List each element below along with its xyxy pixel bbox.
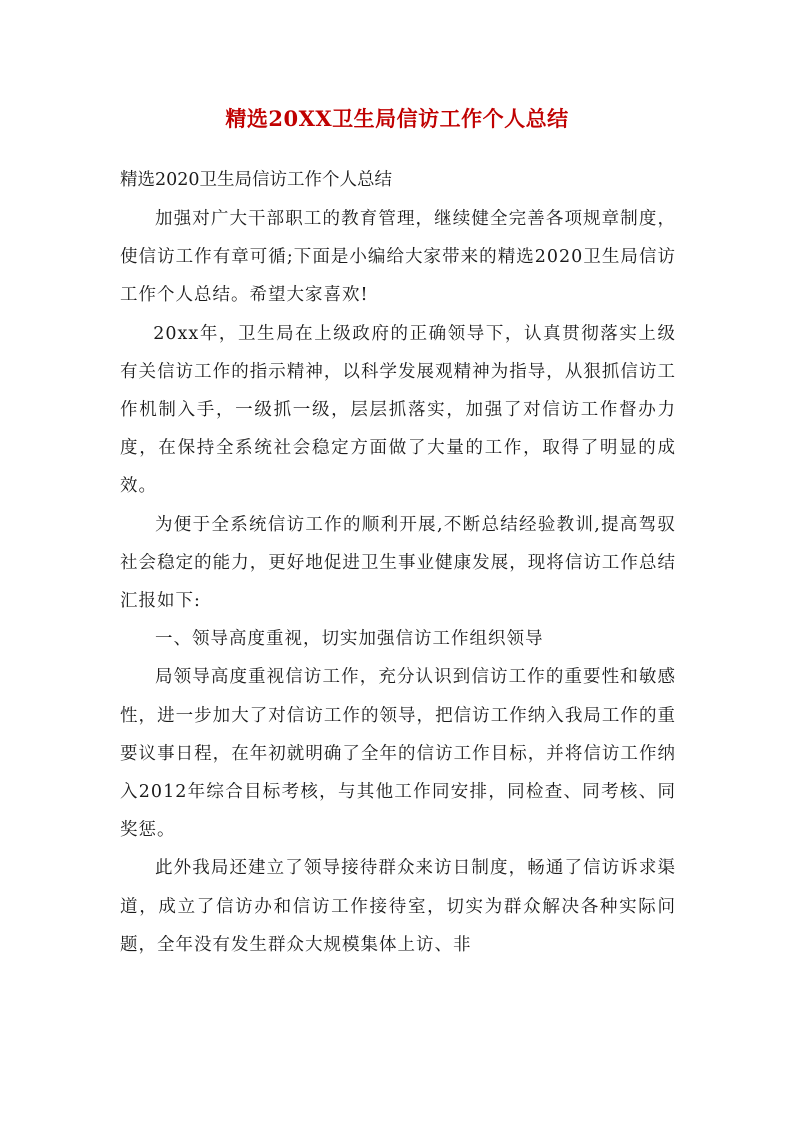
- paragraph-reception-system: 此外我局还建立了领导接待群众来访日制度，畅通了信访诉求渠道，成立了信访办和信访工作接待室，切实为群众解决各种实际问题，全年没有发生群众大规模集体上访、非: [120, 858, 676, 955]
- document-title: 精选20XX卫生局信访工作个人总结: [225, 106, 569, 131]
- paragraph-leadership: 局领导高度重视信访工作，充分认识到信访工作的重要性和敏感性，进一步加大了对信访工作的领导，把信访工作纳入我局工作的重要议事日程，在年初就明确了全年的信访工作目标，并将信访工作纳入2012年综合目标考核，与其他工作同安排，同检查、同考核、同奖惩。: [120, 667, 676, 841]
- paragraph-purpose: 为便于全系统信访工作的顺利开展,不断总结经验教训,提高驾驭社会稳定的能力，更好地促进卫生事业健康发展，现将信访工作总结汇报如下:: [120, 514, 676, 612]
- paragraph-year-summary: 20xx年，卫生局在上级政府的正确领导下，认真贯彻落实上级有关信访工作的指示精神，以科学发展观精神为指导，从狠抓信访工作机制入手，一级抓一级，层层抓落实，加强了对信访工作督办力度，在保持全系统社会稳定方面做了大量的工作，取得了明显的成效。: [120, 323, 676, 497]
- paragraph-intro: 加强对广大干部职工的教育管理，继续健全完善各项规章制度，使信访工作有章可循;下面是小编给大家带来的精选2020卫生局信访工作个人总结。希望大家喜欢!: [120, 209, 676, 306]
- document-body: [120, 200, 676, 964]
- section-heading-1: 一、领导高度重视，切实加强信访工作组织领导: [155, 629, 544, 650]
- document-subtitle-line: 精选2020卫生局信访工作个人总结: [120, 170, 393, 190]
